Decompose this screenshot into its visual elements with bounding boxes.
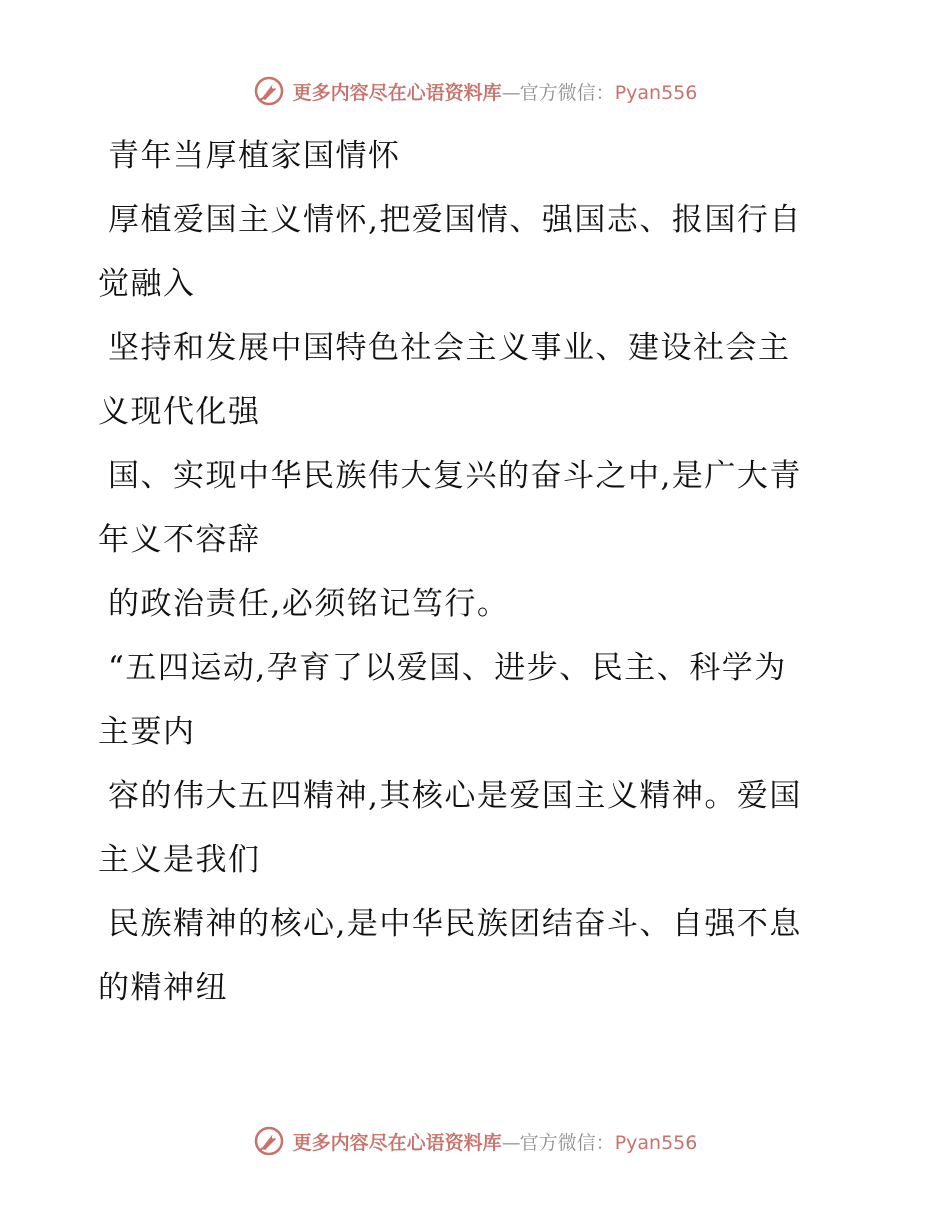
document-title: 青年当厚植家国情怀 [108,138,401,174]
paragraph-line: 坚持和发展中国特色社会主义事业、建设社会主 [108,330,791,366]
watermark-contact: 官方微信： [519,81,615,104]
pen-nib-circle-icon [253,75,285,107]
paragraph-line: 的政治责任,必须铭记笃行。 [108,586,510,622]
document-body [98,124,858,1020]
watermark-main: 更多内容尽在心语资料库 [292,1131,502,1154]
watermark-id: Pyan556 [614,1131,698,1154]
pen-nib-circle-icon [253,1125,285,1157]
paragraph-line: 觉融入 [98,266,196,302]
paragraph-line: 主要内 [98,714,196,750]
watermark-text [293,1128,698,1155]
paragraph-line: 主义是我们 [98,842,261,878]
header-watermark [0,71,950,111]
footer-watermark [0,1121,950,1161]
paragraph-line: “五四运动,孕育了以爱国、进步、民主、科学为 [108,650,787,686]
watermark-contact: 官方微信： [519,1131,615,1154]
paragraph-line: 义现代化强 [98,394,261,430]
paragraph-line: 国、实现中华民族伟大复兴的奋斗之中,是广大青 [108,458,802,494]
watermark-main: 更多内容尽在心语资料库 [292,81,502,104]
watermark-text [293,78,698,105]
paragraph-line: 容的伟大五四精神,其核心是爱国主义精神。爱国 [108,778,802,814]
watermark-id: Pyan556 [614,81,698,104]
paragraph-line: 年义不容辞 [98,522,261,558]
paragraph-line: 民族精神的核心,是中华民族团结奋斗、自强不息 [108,906,802,942]
watermark-dash: — [501,81,520,104]
paragraph-line: 的精神纽 [98,970,228,1006]
paragraph-line: 厚植爱国主义情怀,把爱国情、强国志、报国行自 [108,202,802,238]
watermark-dash: — [501,1131,520,1154]
